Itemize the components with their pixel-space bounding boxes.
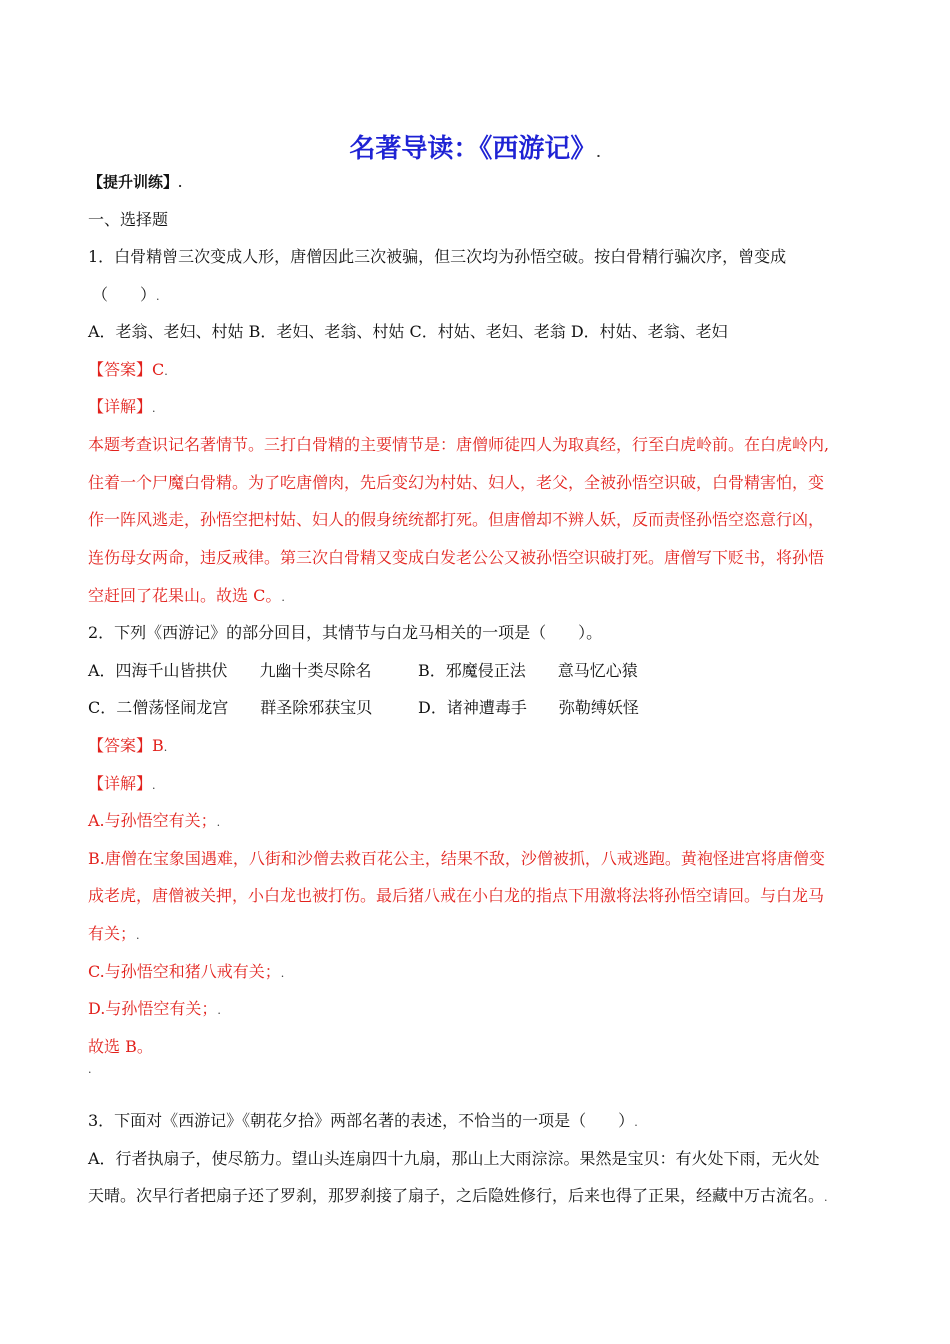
title-text: 名著导读：《西游记》 [349, 134, 597, 164]
question-2-detail-line: C.与孙悟空和猪八戒有关；. [88, 962, 285, 981]
question-3-option-a-line: 天晴。次早行者把扇子还了罗刹，那罗刹接了扇子，之后隐姓修行，后来也得了正果，经藏中万古流名。. [88, 1186, 828, 1205]
question-2-option-b: B．邪魔侵正法 意马忆心猿 [418, 661, 638, 680]
question-2-detail-tag: 【详解】. [88, 774, 156, 793]
question-2-detail-line: 有关；. [88, 924, 140, 943]
question-2-stem: 2．下列《西游记》的部分回目，其情节与白龙马相关的一项是（ ）。 [88, 623, 603, 642]
question-1-stem: 1．白骨精曾三次变成人形，唐僧因此三次被骗，但三次均为孙悟空破。按白骨精行骗次序，曾变成 [88, 247, 787, 266]
question-2-detail-line: 故选 B。 [88, 1037, 153, 1056]
question-2-answer: 【答案】B. [88, 736, 168, 755]
question-1-detail-tag: 【详解】. [88, 397, 156, 416]
format-mark: . [596, 147, 601, 160]
question-1-options: A．老翁、老妇、村姑 B．老妇、老翁、村姑 C．村姑、老妇、老翁 D．村姑、老翁、老妇 [88, 322, 728, 341]
question-1-answer: 【答案】C. [88, 360, 168, 379]
question-2-detail-line: A.与孙悟空有关；. [88, 811, 221, 830]
question-1-paren: （ ）. [92, 285, 160, 304]
question-1-detail-line: 作一阵风逃走，孙悟空把村姑、妇人的假身统统都打死。但唐僧却不辨人妖，反而责怪孙悟空恣意行凶， [88, 510, 825, 529]
question-3-stem: 3．下面对《西游记》《朝花夕拾》两部名著的表述，不恰当的一项是（ ）. [88, 1111, 638, 1130]
part-heading: 一、选择题 [88, 210, 169, 229]
question-2-detail-line: B.唐僧在宝象国遇难，八街和沙僧去救百花公主，结果不敌，沙僧被抓，八戒逃跑。黄袍怪进宫将唐僧变 [88, 849, 825, 868]
question-1-detail-line: 本题考查识记名著情节。三打白骨精的主要情节是：唐僧师徒四人为取真经，行至白虎岭前。在白虎岭内, [88, 435, 830, 454]
question-1-detail-line: 住着一个尸魔白骨精。为了吃唐僧肉，先后变幻为村姑、妇人，老父，全被孙悟空识破，白骨精害怕，变 [88, 473, 825, 492]
question-2-option-d: D．诸神遭毒手 弥勒缚妖怪 [418, 698, 639, 717]
question-1-detail-line: 连伤母女两命，违反戒律。第三次白骨精又变成白发老公公又被孙悟空识破打死。唐僧写下贬书，将孙悟 [88, 548, 825, 567]
section-heading: 【提升训练】. [88, 173, 183, 191]
question-3-option-a-line: A．行者执扇子，使尽筋力。望山头连扇四十九扇，那山上大雨淙淙。果然是宝贝：有火处下雨，无火处 [88, 1149, 820, 1168]
question-1-detail-line: 空赶回了花果山。故选 C。. [88, 586, 285, 605]
page-title [0, 128, 950, 165]
question-2-option-a: A．四海千山皆拱伏 九幽十类尽除名 [88, 661, 372, 680]
question-2-option-c: C．二僧荡怪闹龙宫 群圣除邪获宝贝 [88, 698, 373, 717]
question-2-detail-line: 成老虎，唐僧被关押，小白龙也被打伤。最后猪八戒在小白龙的指点下用激将法将孙悟空请回。与白龙马 [88, 886, 825, 905]
question-2-detail-line: D.与孙悟空有关；. [88, 999, 221, 1018]
paragraph-mark: . [88, 1063, 92, 1076]
